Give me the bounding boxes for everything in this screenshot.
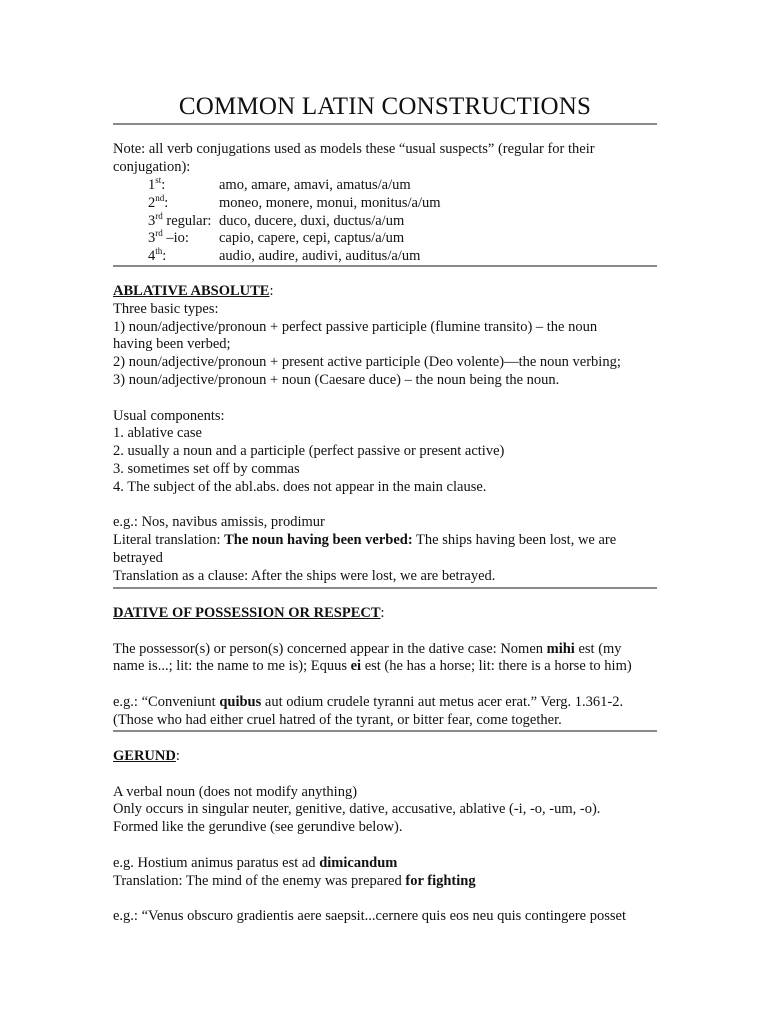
conjugation-forms: amo, amare, amavi, amatus/a/um: [219, 177, 411, 193]
text-line: The possessor(s) or person(s) concerned appear in the dative case: Nomen mihi est (my: [113, 640, 622, 657]
note-line: Note: all verb conjugations used as models these “usual suspects” (regular for their: [113, 141, 595, 157]
ablative-heading: ABLATIVE ABSOLUTE: [113, 283, 270, 299]
conjugation-label: 4th:: [148, 246, 167, 265]
dative-section: [113, 605, 657, 730]
section-heading-line: [113, 283, 657, 301]
divider: [113, 587, 657, 589]
conjugation-label: 3rd –io:: [148, 228, 189, 247]
dative-heading: DATIVE OF POSSESSION OR RESPECT: [113, 605, 381, 621]
list-item: 2. usually a noun and a participle (perfect passive or present active): [113, 443, 505, 460]
divider: [113, 730, 657, 732]
text-line: Only occurs in singular neuter, genitive, dative, accusative, ablative (-i, -o, -um, -o).: [113, 801, 601, 818]
text-line: (Those who had either cruel hatred of the tyrant, or bitter fear, come together.: [113, 711, 562, 728]
section-heading-line: GERUND:: [113, 748, 180, 764]
conjugation-row: [113, 248, 657, 266]
ablative-section: [113, 283, 657, 586]
gerund-section: [113, 748, 657, 926]
text-line: Formed like the gerundive (see gerundive below).: [113, 819, 403, 836]
conjugation-label: 1st:: [148, 175, 166, 193]
conjugation-forms: audio, audire, audivi, auditus/a/um: [219, 248, 421, 265]
page-title: COMMON LATIN CONSTRUCTIONS: [178, 93, 592, 120]
text-line: betrayed: [113, 549, 163, 566]
conjugation-row: [113, 192, 657, 213]
conjugation-forms: duco, ducere, duxi, ductus/a/um: [219, 212, 405, 229]
list-item: 3. sometimes set off by commas: [113, 460, 300, 477]
conjugation-row: [113, 210, 657, 231]
text-line: Usual components:: [113, 407, 225, 424]
text-line: 1) noun/adjective/pronoun + perfect passive participle (flumine transito) – the noun: [113, 318, 598, 335]
conjugation-row: [113, 230, 657, 248]
text-line: Three basic types:: [113, 300, 219, 317]
example-line: e.g.: “Conveniunt quibus aut odium crudele tyranni aut metus acer erat.” Verg. 1.361-2.: [113, 693, 624, 710]
divider: [113, 265, 657, 267]
text-line: name is...; lit: the name to me is); Equus ei est (he has a horse; lit: there is a horse to him): [113, 658, 632, 675]
example-line: e.g.: “Venus obscuro gradientis aere saepsit...cernere quis eos neu quis contingere posset: [113, 908, 626, 925]
note-line: conjugation):: [113, 158, 191, 175]
divider: [113, 123, 657, 125]
text-line: Translation: The mind of the enemy was prepared for fighting: [113, 872, 476, 889]
example-line: e.g. Hostium animus paratus est ad dimicandum: [113, 854, 398, 871]
list-item: 1. ablative case: [113, 425, 202, 442]
list-item: 4. The subject of the abl.abs. does not appear in the main clause.: [113, 478, 487, 495]
conjugation-forms: moneo, monere, monui, monitus/a/um: [219, 194, 441, 211]
note-intro: [113, 141, 657, 177]
conjugation-forms: capio, capere, cepi, captus/a/um: [219, 230, 405, 247]
example-line: e.g.: Nos, navibus amissis, prodimur: [113, 514, 325, 531]
text-line: A verbal noun (does not modify anything): [113, 783, 358, 800]
text-line: 3) noun/adjective/pronoun + noun (Caesare duce) – the noun being the noun.: [113, 371, 560, 388]
text-line: Translation as a clause: After the ships were lost, we are betrayed.: [113, 567, 496, 584]
text-line: having been verbed;: [113, 336, 231, 353]
gerund-heading: GERUND: [113, 748, 176, 764]
text-line: Literal translation: The noun having been verbed: The ships having been lost, we are: [113, 532, 617, 549]
conjugation-label: 2nd:: [148, 192, 169, 211]
conjugation-list: [113, 177, 657, 266]
conjugation-row: [113, 177, 657, 195]
section-heading-line: DATIVE OF POSSESSION OR RESPECT:: [113, 605, 385, 621]
text-line: 2) noun/adjective/pronoun + present active participle (Deo volente)—the noun verbing;: [113, 354, 621, 371]
bold-phrase: The noun having been verbed:: [224, 532, 413, 549]
heading-colon: :: [269, 283, 274, 299]
conjugation-label: 3rd regular:: [148, 210, 212, 229]
